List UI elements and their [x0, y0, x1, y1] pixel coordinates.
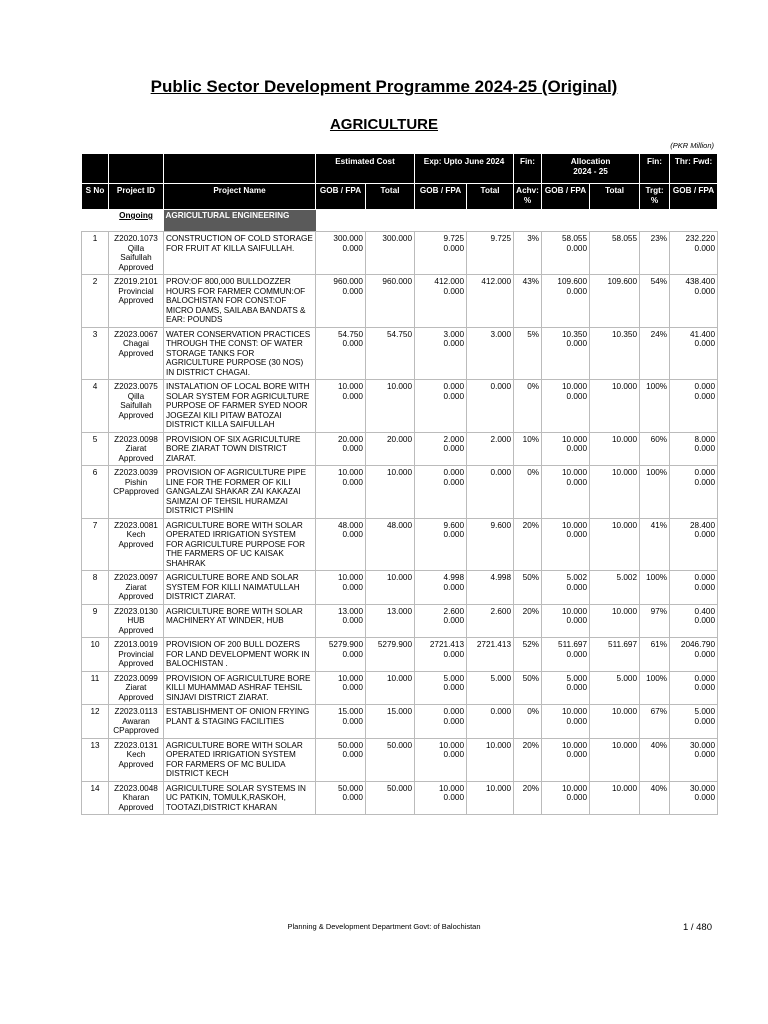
- cell-project-id: Z2020.1073 Qilla Saifullah Approved: [109, 232, 164, 275]
- cell-project-id: Z2023.0081 Kech Approved: [109, 518, 164, 571]
- cell-exp-total: 10.000: [467, 738, 514, 781]
- header-trgt: Trgt: %: [640, 184, 670, 210]
- cell-est-total: 5279.900: [366, 638, 415, 672]
- cell-thr-gob-fpa: 0.000 0.000: [670, 380, 718, 433]
- cell-est-total: 20.000: [366, 432, 415, 466]
- cell-est-gob-fpa: 10.000 0.000: [316, 380, 366, 433]
- cell-project-name: ESTABLISHMENT OF ONION FRYING PLANT & STAGING FACILITIES: [164, 705, 316, 739]
- cell-alloc-total: 58.055: [590, 232, 640, 275]
- header-exp-gob: GOB / FPA: [415, 184, 467, 210]
- cell-alloc-total: 511.697: [590, 638, 640, 672]
- cell-exp-gob-fpa: 2.600 0.000: [415, 604, 467, 638]
- cell-alloc-gob-fpa: 10.000 0.000: [542, 380, 590, 433]
- cell-trgt: 41%: [640, 518, 670, 571]
- cell-achv: 5%: [514, 327, 542, 380]
- cell-est-gob-fpa: 5279.900 0.000: [316, 638, 366, 672]
- header-alloc-total: Total: [590, 184, 640, 210]
- cell-alloc-total: 10.000: [590, 738, 640, 781]
- cell-trgt: 40%: [640, 781, 670, 815]
- cell-trgt: 24%: [640, 327, 670, 380]
- cell-trgt: 100%: [640, 571, 670, 605]
- cell-achv: 20%: [514, 738, 542, 781]
- cell-project-id: Z2019.2101 Provincial Approved: [109, 275, 164, 328]
- cell-achv: 3%: [514, 232, 542, 275]
- cell-exp-gob-fpa: 10.000 0.000: [415, 781, 467, 815]
- cell-achv: 0%: [514, 380, 542, 433]
- cell-alloc-gob-fpa: 511.697 0.000: [542, 638, 590, 672]
- cell-project-name: PROV:OF 800,000 BULLDOZZER HOURS FOR FARMER COMMUN:OF BALOCHISTAN FOR CONST:OF MICRO DAMS, SAILABA BANDATS & EAR: POUNDS: [164, 275, 316, 328]
- cell-exp-gob-fpa: 3.000 0.000: [415, 327, 467, 380]
- cell-sno: 12: [82, 705, 109, 739]
- cell-project-id: Z2013.0019 Provincial Approved: [109, 638, 164, 672]
- cell-trgt: 40%: [640, 738, 670, 781]
- cell-exp-total: 0.000: [467, 705, 514, 739]
- header-row-columns: [82, 184, 718, 210]
- cell-achv: 50%: [514, 671, 542, 705]
- cell-thr-gob-fpa: 41.400 0.000: [670, 327, 718, 380]
- header-exp-total: Total: [467, 184, 514, 210]
- cell-est-gob-fpa: 13.000 0.000: [316, 604, 366, 638]
- cell-project-id: Z2023.0075 Qilla Saifullah Approved: [109, 380, 164, 433]
- cell-thr-gob-fpa: 30.000 0.000: [670, 738, 718, 781]
- cell-thr-gob-fpa: 2046.790 0.000: [670, 638, 718, 672]
- table-row: [82, 781, 718, 815]
- cell-project-name: AGRICULTURE BORE AND SOLAR SYSTEM FOR KILLI NAIMATULLAH DISTRICT ZIARAT.: [164, 571, 316, 605]
- header-alloc-gob: GOB / FPA: [542, 184, 590, 210]
- cell-trgt: 61%: [640, 638, 670, 672]
- cell-sno: 1: [82, 232, 109, 275]
- cell-project-name: AGRICULTURE BORE WITH SOLAR OPERATED IRRIGATION SYSTEM FOR FARMERS OF MC BULIDA DISTRICT KECH: [164, 738, 316, 781]
- cell-sno: 5: [82, 432, 109, 466]
- cell-est-gob-fpa: 10.000 0.000: [316, 671, 366, 705]
- cell-exp-gob-fpa: 5.000 0.000: [415, 671, 467, 705]
- cell-sno: 6: [82, 466, 109, 519]
- cell-est-gob-fpa: 960.000 0.000: [316, 275, 366, 328]
- cell-sno: 10: [82, 638, 109, 672]
- cell-achv: 10%: [514, 432, 542, 466]
- cell-est-total: 10.000: [366, 571, 415, 605]
- cell-sno: 4: [82, 380, 109, 433]
- cell-est-gob-fpa: 15.000 0.000: [316, 705, 366, 739]
- cell-exp-gob-fpa: 9.600 0.000: [415, 518, 467, 571]
- cell-project-name: PROVISION OF AGRICULTURE BORE KILLI MUHAMMAD ASHRAF TEHSIL SINJAVI DISTRICT ZIARAT.: [164, 671, 316, 705]
- cell-achv: 52%: [514, 638, 542, 672]
- cell-est-gob-fpa: 50.000 0.000: [316, 738, 366, 781]
- table-row: [82, 705, 718, 739]
- cell-exp-total: 412.000: [467, 275, 514, 328]
- cell-alloc-gob-fpa: 10.000 0.000: [542, 466, 590, 519]
- table-row: [82, 466, 718, 519]
- cell-trgt: 100%: [640, 380, 670, 433]
- header-exp-upto: Exp: Upto June 2024: [415, 154, 514, 184]
- header-project-name: Project Name: [164, 184, 316, 210]
- cell-est-gob-fpa: 54.750 0.000: [316, 327, 366, 380]
- cell-project-name: PROVISION OF AGRICULTURE PIPE LINE FOR THE FORMER OF KILI GANGALZAI SHAKAR ZAI KAKAZAI SAIMZAI OF TEHSIL HURAMZAI DISTRICT PISHIN: [164, 466, 316, 519]
- cell-alloc-gob-fpa: 109.600 0.000: [542, 275, 590, 328]
- cell-est-gob-fpa: 20.000 0.000: [316, 432, 366, 466]
- header-achv: Achv: %: [514, 184, 542, 210]
- cell-alloc-gob-fpa: 10.000 0.000: [542, 518, 590, 571]
- cell-project-id: Z2023.0039 Pishin CPapproved: [109, 466, 164, 519]
- cell-exp-total: 9.725: [467, 232, 514, 275]
- header-thr-gob: GOB / FPA: [670, 184, 718, 210]
- cell-project-id: Z2023.0131 Kech Approved: [109, 738, 164, 781]
- header-fin-achv: Fin:: [514, 154, 542, 184]
- cell-sno: 2: [82, 275, 109, 328]
- cell-alloc-gob-fpa: 58.055 0.000: [542, 232, 590, 275]
- header-est-gob: GOB / FPA: [316, 184, 366, 210]
- cell-est-gob-fpa: 300.000 0.000: [316, 232, 366, 275]
- section-title: AGRICULTURE: [329, 116, 439, 133]
- cell-project-name: AGRICULTURE BORE WITH SOLAR MACHINERY AT WINDER, HUB: [164, 604, 316, 638]
- cell-project-id: Z2023.0098 Ziarat Approved: [109, 432, 164, 466]
- header-thr-fwd: Thr: Fwd:: [670, 154, 718, 184]
- header-allocation: Allocation 2024 - 25: [542, 154, 640, 184]
- cell-exp-total: 2721.413: [467, 638, 514, 672]
- cell-project-id: Z2023.0048 Kharan Approved: [109, 781, 164, 815]
- cell-exp-total: 0.000: [467, 380, 514, 433]
- cell-trgt: 67%: [640, 705, 670, 739]
- cell-sno: 14: [82, 781, 109, 815]
- cell-trgt: 23%: [640, 232, 670, 275]
- cell-sno: 9: [82, 604, 109, 638]
- cell-exp-total: 10.000: [467, 781, 514, 815]
- cell-alloc-total: 10.350: [590, 327, 640, 380]
- cell-thr-gob-fpa: 232.220 0.000: [670, 232, 718, 275]
- cell-est-gob-fpa: 50.000 0.000: [316, 781, 366, 815]
- cell-achv: 0%: [514, 705, 542, 739]
- cell-project-name: CONSTRUCTION OF COLD STORAGE FOR FRUIT AT KILLA SAIFULLAH.: [164, 232, 316, 275]
- cell-exp-gob-fpa: 412.000 0.000: [415, 275, 467, 328]
- cell-thr-gob-fpa: 0.000 0.000: [670, 671, 718, 705]
- table-row: [82, 671, 718, 705]
- cell-thr-gob-fpa: 28.400 0.000: [670, 518, 718, 571]
- cell-sno: 8: [82, 571, 109, 605]
- cell-trgt: 100%: [640, 466, 670, 519]
- cell-thr-gob-fpa: 8.000 0.000: [670, 432, 718, 466]
- cell-project-id: Z2023.0099 Ziarat Approved: [109, 671, 164, 705]
- cell-est-gob-fpa: 10.000 0.000: [316, 571, 366, 605]
- cell-thr-gob-fpa: 438.400 0.000: [670, 275, 718, 328]
- cell-achv: 20%: [514, 518, 542, 571]
- header-estimated-cost: Estimated Cost: [316, 154, 415, 184]
- cell-alloc-gob-fpa: 10.000 0.000: [542, 705, 590, 739]
- table-row: [82, 604, 718, 638]
- table-row: [82, 275, 718, 328]
- cell-achv: 20%: [514, 604, 542, 638]
- cell-project-name: AGRICULTURE SOLAR SYSTEMS IN UC PATKIN, TOMULK,RASKOH, TOOTAZI,DISTRICT KHARAN: [164, 781, 316, 815]
- cell-project-name: WATER CONSERVATION PRACTICES THROUGH THE CONST: OF WATER STORAGE TANKS FOR AGRICULTURE PURPOSE (30 NOS) IN DISTRICT CHAGAI.: [164, 327, 316, 380]
- cell-alloc-total: 10.000: [590, 705, 640, 739]
- cell-exp-gob-fpa: 10.000 0.000: [415, 738, 467, 781]
- cell-exp-gob-fpa: 9.725 0.000: [415, 232, 467, 275]
- cell-thr-gob-fpa: 30.000 0.000: [670, 781, 718, 815]
- cell-exp-gob-fpa: 0.000 0.000: [415, 380, 467, 433]
- cell-exp-total: 4.998: [467, 571, 514, 605]
- header-row-groups: [82, 154, 718, 184]
- header-fin-trgt: Fin:: [640, 154, 670, 184]
- cell-exp-gob-fpa: 2.000 0.000: [415, 432, 467, 466]
- header-project-id: Project ID: [109, 184, 164, 210]
- table-row: [82, 518, 718, 571]
- cell-project-name: PROVISION OF SIX AGRICULTURE BORE ZIARAT TOWN DISTRICT ZIARAT.: [164, 432, 316, 466]
- cell-thr-gob-fpa: 5.000 0.000: [670, 705, 718, 739]
- cell-exp-total: 2.600: [467, 604, 514, 638]
- cell-alloc-total: 5.000: [590, 671, 640, 705]
- cell-sno: 3: [82, 327, 109, 380]
- cell-alloc-total: 10.000: [590, 781, 640, 815]
- cell-alloc-total: 10.000: [590, 466, 640, 519]
- cell-sno: 11: [82, 671, 109, 705]
- cell-alloc-total: 10.000: [590, 518, 640, 571]
- cell-alloc-gob-fpa: 10.000 0.000: [542, 738, 590, 781]
- cell-exp-total: 0.000: [467, 466, 514, 519]
- cell-project-id: Z2023.0097 Ziarat Approved: [109, 571, 164, 605]
- cell-est-total: 13.000: [366, 604, 415, 638]
- cell-sno: 13: [82, 738, 109, 781]
- cell-thr-gob-fpa: 0.000 0.000: [670, 466, 718, 519]
- header-est-total: Total: [366, 184, 415, 210]
- cell-alloc-gob-fpa: 10.000 0.000: [542, 781, 590, 815]
- cell-project-name: INSTALATION OF LOCAL BORE WITH SOLAR SYSTEM FOR AGRICULTURE PURPOSE OF FARMER SYED NOOR JOGEZAI KILI PITAW BATOZAI DISTRICT KILLA SAIFULLAH: [164, 380, 316, 433]
- page-number: 1 / 480: [682, 922, 712, 933]
- cell-project-id: Z2023.0067 Chagai Approved: [109, 327, 164, 380]
- cell-alloc-gob-fpa: 10.350 0.000: [542, 327, 590, 380]
- cell-trgt: 97%: [640, 604, 670, 638]
- cell-est-total: 15.000: [366, 705, 415, 739]
- cell-alloc-gob-fpa: 10.000 0.000: [542, 432, 590, 466]
- psdp-table: [81, 153, 718, 815]
- cell-est-gob-fpa: 48.000 0.000: [316, 518, 366, 571]
- cell-alloc-total: 10.000: [590, 604, 640, 638]
- cell-exp-total: 9.600: [467, 518, 514, 571]
- cell-exp-gob-fpa: 4.998 0.000: [415, 571, 467, 605]
- cell-project-name: AGRICULTURE BORE WITH SOLAR OPERATED IRRIGATION SYSTEM FOR AGRICULTURE PURPOSE FOR THE FARMERS OF UC KAISAK SHAHRAK: [164, 518, 316, 571]
- cell-thr-gob-fpa: 0.400 0.000: [670, 604, 718, 638]
- table-row: [82, 327, 718, 380]
- cell-trgt: 60%: [640, 432, 670, 466]
- cell-est-total: 50.000: [366, 781, 415, 815]
- cell-sno: 7: [82, 518, 109, 571]
- cell-achv: 0%: [514, 466, 542, 519]
- cell-exp-gob-fpa: 0.000 0.000: [415, 466, 467, 519]
- cell-alloc-total: 10.000: [590, 380, 640, 433]
- cell-est-total: 50.000: [366, 738, 415, 781]
- table-row: [82, 571, 718, 605]
- table-row: [82, 738, 718, 781]
- cell-exp-total: 3.000: [467, 327, 514, 380]
- cell-exp-gob-fpa: 0.000 0.000: [415, 705, 467, 739]
- cell-est-total: 48.000: [366, 518, 415, 571]
- cell-est-total: 300.000: [366, 232, 415, 275]
- unit-note: (PKR Million): [670, 141, 714, 150]
- cell-alloc-gob-fpa: 5.000 0.000: [542, 671, 590, 705]
- header-sno: S No: [82, 184, 109, 210]
- cell-project-id: Z2023.0113 Awaran CPapproved: [109, 705, 164, 739]
- cell-alloc-gob-fpa: 10.000 0.000: [542, 604, 590, 638]
- cell-est-total: 10.000: [366, 466, 415, 519]
- cell-achv: 20%: [514, 781, 542, 815]
- cell-alloc-total: 10.000: [590, 432, 640, 466]
- cell-est-total: 10.000: [366, 671, 415, 705]
- cell-alloc-total: 109.600: [590, 275, 640, 328]
- table-row: [82, 232, 718, 275]
- table-row: [82, 380, 718, 433]
- cell-alloc-gob-fpa: 5.002 0.000: [542, 571, 590, 605]
- category-name: AGRICULTURAL ENGINEERING: [164, 210, 316, 232]
- page-title: Public Sector Development Programme 2024-25 (Original): [150, 77, 618, 96]
- cell-est-total: 10.000: [366, 380, 415, 433]
- cell-achv: 43%: [514, 275, 542, 328]
- cell-exp-total: 5.000: [467, 671, 514, 705]
- table-row: [82, 638, 718, 672]
- category-status: Ongoing: [119, 211, 153, 220]
- footer-text: Planning & Development Department Govt: of Balochistan: [287, 922, 481, 931]
- cell-est-total: 960.000: [366, 275, 415, 328]
- cell-trgt: 100%: [640, 671, 670, 705]
- cell-est-total: 54.750: [366, 327, 415, 380]
- cell-trgt: 54%: [640, 275, 670, 328]
- category-row: [82, 210, 718, 232]
- table-row: [82, 432, 718, 466]
- cell-project-name: PROVISION OF 200 BULL DOZERS FOR LAND DEVELOPMENT WORK IN BALOCHISTAN .: [164, 638, 316, 672]
- cell-exp-gob-fpa: 2721.413 0.000: [415, 638, 467, 672]
- cell-alloc-total: 5.002: [590, 571, 640, 605]
- cell-achv: 50%: [514, 571, 542, 605]
- cell-thr-gob-fpa: 0.000 0.000: [670, 571, 718, 605]
- cell-exp-total: 2.000: [467, 432, 514, 466]
- cell-project-id: Z2023.0130 HUB Approved: [109, 604, 164, 638]
- cell-est-gob-fpa: 10.000 0.000: [316, 466, 366, 519]
